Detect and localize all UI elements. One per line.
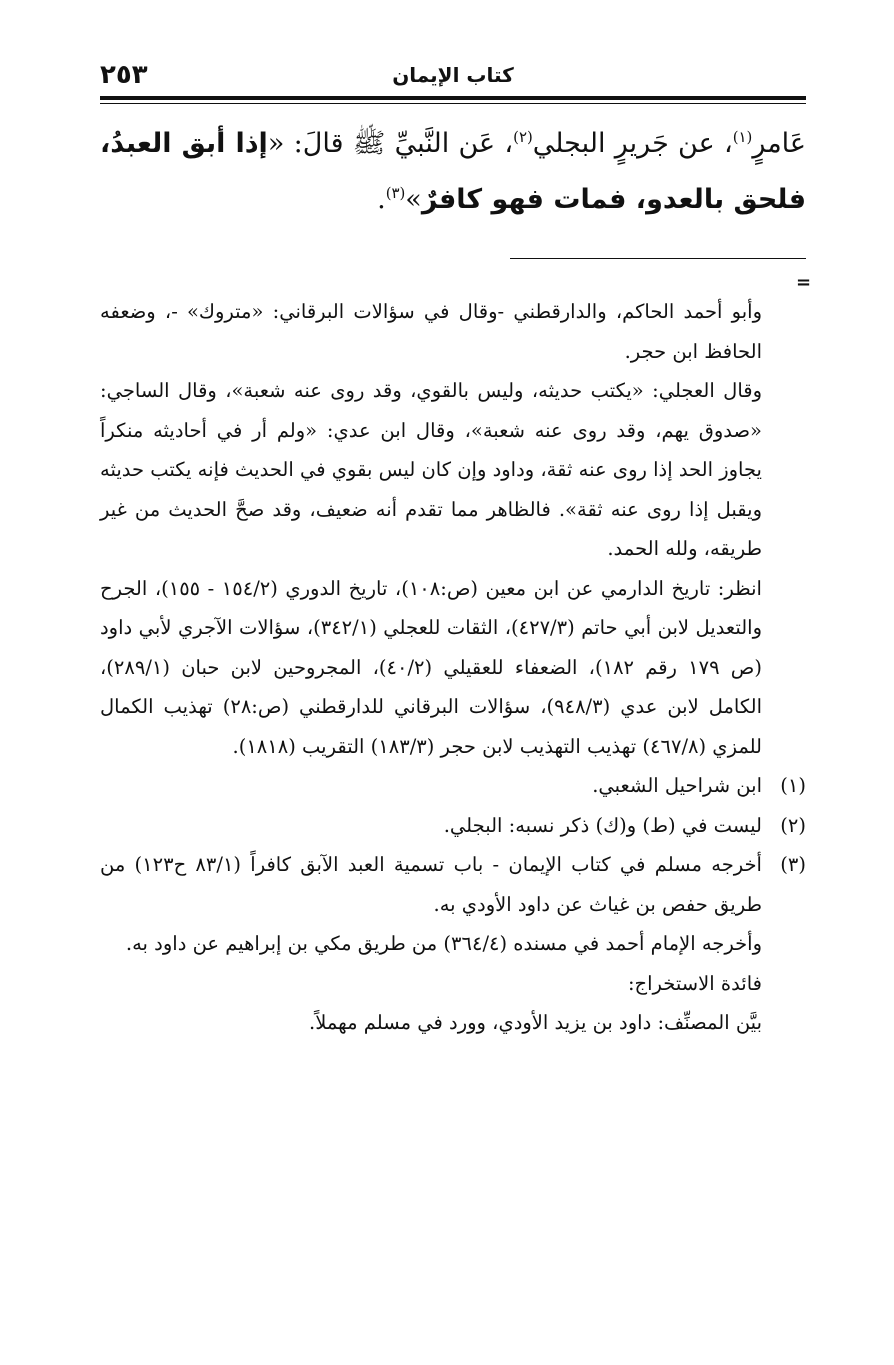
footnote-2	[100, 806, 806, 846]
footnote-3	[100, 845, 806, 924]
footnote-text: أخرجه مسلم في كتاب الإيمان - باب تسمية العبد الآبق كافراً (٨٣/١ ح١٢٣) من طريق حفص بن غياث عن داود الأودي به.	[100, 853, 762, 916]
footnotes-section	[100, 292, 806, 1043]
footnote-number: (٢)	[780, 813, 806, 837]
narrator-jarir: ، عن جَريرٍ البجلي	[532, 128, 733, 159]
footnote-ref-3: (٣)	[385, 184, 406, 202]
footnote-text: ليست في (ط) و(ك) ذكر نسبه: البجلي.	[443, 813, 762, 837]
footnote-3-paragraph: بيَّن المصنِّف: داود بن يزيد الأودي، وورد في مسلم مهملاً.	[309, 1011, 762, 1034]
hadith-text	[100, 116, 806, 228]
footnote-3-paragraph: وأخرجه الإمام أحمد في مسنده (٣٦٤/٤) من طريق مكي بن إبراهيم عن داود به.	[125, 932, 762, 955]
header-rule-thin	[100, 103, 806, 104]
narrator-amir: عَامرٍ	[752, 128, 807, 159]
hadith-matn: إذا أبق العبدُ، فلحق بالعدو، فمات فهو كافرٌ	[100, 128, 806, 215]
footnote-separator	[510, 258, 806, 259]
footnote-ref-1: (١)	[732, 128, 753, 146]
footnote-ref-2: (٢)	[513, 128, 533, 146]
footnote-1	[100, 766, 806, 806]
footnote-text: ابن شراحيل الشعبي.	[592, 774, 762, 797]
closing-quote: »	[405, 184, 422, 215]
footnote-number: (٣)	[780, 853, 806, 876]
footnote-continuation-paragraph: وأبو أحمد الحاكم، والدارقطني -وقال في سؤالات البرقاني: «متروك» -، وضعفه الحافظ ابن حجر.	[100, 300, 762, 363]
footnote-sources-paragraph: انظر: تاريخ الدارمي عن ابن معين (ص:١٠٨)، تاريخ الدوري (١٥٤/٢ - ١٥٥)، الجرح والتعديل لابن أبي حاتم (٤٢٧/٣)، الثقات للعجلي (٣٤٢/١)، سؤالات الآجري لأبي داود (ص ١٧٩ رقم ١٨٢)، الضعفاء للعقيلي (٤٠/٢)، المجروحين لابن حبان (٢٨٩/١)، الكامل لابن عدي (٩٤٨/٣)، سؤالات البرقاني للدارقطني (ص:٢٨) تهذيب الكمال للمزي (٤٦٧/٨) تهذيب التهذيب لابن حجر (١٨٣/٣) التقريب (١٨١٨).	[100, 576, 763, 758]
page-header	[100, 58, 806, 94]
running-title: كتاب الإيمان	[392, 63, 514, 87]
end-period: .	[377, 184, 386, 215]
footnote-continuation-paragraph: وقال العجلي: «يكتب حديثه، وليس بالقوي، وقد روى عنه شعبة»، وقال الساجي: «صدوق يهم، وقد روى عنه شعبة»، وقال ابن عدي: «ولم أر في أحاديثه منكراً يجاوز الحد إذا روى عنه ثقة، وداود وإن كان ليس بقوي في الحديث فإنه يكتب حديثه ويقبل إذا روى عنه ثقة». فالظاهر مما تقدم أنه ضعيف، وقد صحَّ الحديث من غير طريقه، ولله الحمد.	[100, 379, 762, 560]
footnote-3-paragraph: فائدة الاستخراج:	[627, 971, 762, 995]
prophet-said: ، عَن النَّبيِّ ﷺ قالَ: «	[267, 128, 514, 159]
page-number: ٢٥٣	[100, 60, 148, 90]
continuation-mark: =	[796, 272, 812, 293]
header-rule-thick	[100, 96, 806, 100]
footnote-number: (١)	[780, 774, 806, 797]
